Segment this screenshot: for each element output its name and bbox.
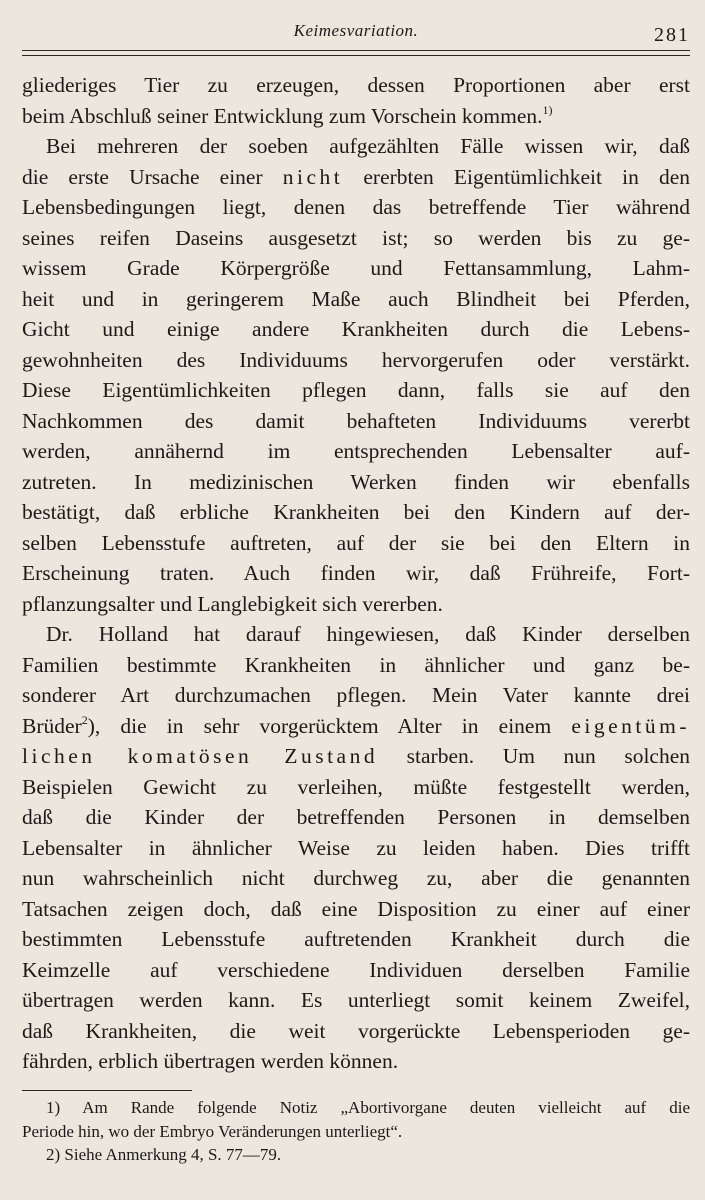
header-rule-bottom bbox=[22, 55, 690, 56]
text-line: heit und in geringerem Maße auch Blindheit bei Pferden, bbox=[22, 286, 690, 311]
body-text bbox=[22, 70, 690, 1077]
text-line: pflanzungsalter und Langlebigkeit sich vererben. bbox=[22, 591, 443, 616]
text-line: Nachkommen des damit behafteten Individuums vererbt bbox=[22, 408, 690, 433]
text-line: Beispielen Gewicht zu verleihen, müßte festgestellt werden, bbox=[22, 774, 690, 799]
text-line: selben Lebensstufe auftreten, auf der sie bei den Eltern in bbox=[22, 530, 690, 555]
text-line: bestimmten Lebensstufe auftretenden Krankheit durch die bbox=[22, 927, 690, 951]
text-line: gewohnheiten des Individuums hervorgerufen oder verstärkt. bbox=[22, 347, 690, 372]
footnote-line: 2) Siehe Anmerkung 4, S. 77—79. bbox=[46, 1145, 282, 1164]
footnote-ref: 2 bbox=[81, 712, 88, 727]
text-line: Diese Eigentümlichkeiten pflegen dann, falls sie auf den bbox=[22, 378, 690, 402]
spaced-emphasis: lichen komatösen Zustand bbox=[22, 744, 379, 768]
text-line: beim Abschluß seiner Entwicklung zum Vorschein kommen.$^{1)}$ bbox=[22, 102, 553, 128]
text-line: sonderer Art durchzumachen pflegen. Mein Vater kannte drei bbox=[22, 683, 690, 707]
text-line: Brüder$^2$), die in sehr vorgerücktem Alter in einem eigentüm- bbox=[22, 712, 690, 738]
header-rule-top bbox=[22, 50, 690, 51]
text-line: bestätigt, daß erbliche Krankheiten bei den Kindern auf der- bbox=[22, 500, 690, 524]
text-line: die erste Ursache einer nicht ererbten Eigentümlichkeit in den bbox=[22, 164, 691, 189]
text-line: übertragen werden kann. Es unterliegt somit keinem Zweifel, bbox=[22, 988, 690, 1012]
text-line: daß die Kinder der betreffenden Personen in demselben bbox=[22, 805, 690, 829]
text-line: seines reifen Daseins ausgesetzt ist; so werden bis zu ge- bbox=[22, 225, 690, 250]
text-line: fährden, erblich übertragen werden können. bbox=[22, 1049, 399, 1073]
page-header bbox=[22, 18, 690, 44]
footnote-line: 1) Am Rande folgende Notiz „Abortivorgane deuten vielleicht auf die bbox=[46, 1098, 690, 1117]
text-line: Erscheinung traten. Auch finden wir, daß Frühreife, Fort- bbox=[22, 561, 690, 585]
footnotes bbox=[22, 1096, 690, 1167]
text-line: lichen komatösen Zustand starben. Um nun solchen bbox=[22, 744, 691, 768]
text-line: gliederiges Tier zu erzeugen, dessen Proportionen aber erst bbox=[22, 73, 690, 97]
text-line: werden, annähernd im entsprechenden Lebensalter auf- bbox=[22, 439, 690, 463]
text-line: Dr. Holland hat darauf hingewiesen, daß Kinder derselben bbox=[46, 622, 690, 646]
text-line: Bei mehreren der soeben aufgezählten Fälle wissen wir, daß bbox=[46, 134, 690, 158]
running-head: Keimesvariation. bbox=[293, 21, 419, 40]
footnote-ref: 1) bbox=[542, 102, 553, 117]
text-line: Tatsachen zeigen doch, daß eine Disposition zu einer auf einer bbox=[22, 896, 690, 921]
text-line: nun wahrscheinlich nicht durchweg zu, aber die genannten bbox=[22, 866, 690, 890]
spaced-emphasis: eigentüm- bbox=[571, 713, 690, 738]
text-line: daß Krankheiten, die weit vorgerückte Lebensperioden ge- bbox=[22, 1018, 690, 1043]
spaced-emphasis: nicht bbox=[282, 164, 344, 189]
text-line: Lebensbedingungen liegt, denen das betreffende Tier während bbox=[22, 195, 690, 219]
text-line: wissem Grade Körpergröße und Fettansammlung, Lahm- bbox=[22, 256, 690, 280]
footnote-line: Periode hin, wo der Embryo Veränderungen unterliegt“. bbox=[22, 1121, 403, 1141]
text-line: Familien bestimmte Krankheiten in ähnlicher und ganz be- bbox=[22, 652, 690, 677]
page-number: 281 bbox=[654, 24, 690, 46]
text-line: zutreten. In medizinischen Werken finden wir ebenfalls bbox=[22, 469, 690, 494]
text-line: Gicht und einige andere Krankheiten durch die Lebens- bbox=[22, 317, 690, 341]
text-line: Lebensalter in ähnlicher Weise zu leiden haben. Dies trifft bbox=[22, 835, 690, 860]
footnote-rule bbox=[22, 1090, 192, 1091]
text-line: Keimzelle auf verschiedene Individuen derselben Familie bbox=[22, 957, 690, 982]
